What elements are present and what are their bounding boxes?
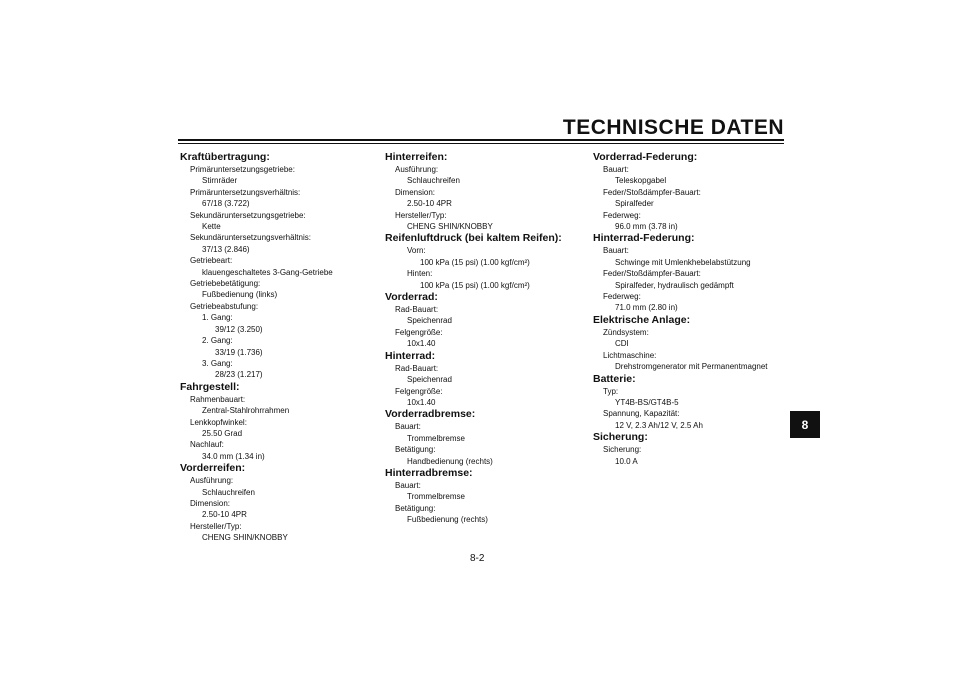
section-hinterrad [385, 350, 585, 409]
spec-value: Trommelbremse [407, 492, 465, 502]
section-kraftuebertragung [180, 151, 380, 381]
spec-value: Teleskopgabel [615, 176, 667, 186]
spec-label: Rad-Bauart: [395, 363, 439, 373]
section-title: Elektrische Anlage: [593, 313, 691, 326]
section-fahrgestell [180, 381, 380, 462]
section-title: Reifenluftdruck (bei kaltem Reifen): [385, 232, 562, 245]
section-hinterradbremse [385, 467, 585, 526]
spec-value: 100 kPa (15 psi) (1.00 kgf/cm²) [420, 257, 530, 267]
spec-value: 100 kPa (15 psi) (1.00 kgf/cm²) [420, 280, 530, 290]
spec-value: Trommelbremse [407, 433, 465, 443]
spec-sublabel: 2. Gang: [202, 336, 233, 346]
spec-label: Federweg: [603, 292, 641, 302]
spec-value: Stirnräder [202, 176, 238, 186]
spec-value: 2.50-10 4PR [407, 199, 452, 209]
spec-label: Getriebeart: [190, 256, 233, 266]
spec-value: Fußbedienung (links) [202, 290, 278, 300]
spec-label: Hersteller/Typ: [190, 521, 242, 531]
spec-label: Getriebebetätigung: [190, 279, 261, 289]
spec-label: Rahmenbauart: [190, 394, 246, 404]
spec-value: 12 V, 2.3 Ah/12 V, 2.5 Ah [615, 420, 703, 430]
spec-label: Federweg: [603, 210, 641, 220]
spec-subvalue: 28/23 (1.217) [215, 370, 263, 380]
spec-value: 96.0 mm (3.78 in) [615, 222, 678, 232]
spec-sublabel: 3. Gang: [202, 358, 233, 368]
section-title: Hinterrad-Federung: [593, 232, 695, 245]
spec-label: Bauart: [603, 246, 629, 256]
column-3 [593, 151, 788, 467]
spec-value: 2.50-10 4PR [202, 510, 247, 520]
spec-label: Primäruntersetzungsverhältnis: [190, 187, 301, 197]
section-title: Vorderrad: [385, 291, 438, 304]
section-title: Hinterrad: [385, 349, 436, 362]
spec-label: Hinten: [407, 269, 433, 279]
spec-value: 10x1.40 [407, 339, 436, 349]
spec-subvalue: 33/19 (1.736) [215, 347, 263, 357]
spec-label: Felgengröße: [395, 386, 443, 396]
section-elektrische-anlage [593, 314, 788, 373]
header-rule-thick [178, 139, 784, 141]
spec-value: 34.0 mm (1.34 in) [202, 451, 265, 461]
section-reifenluftdruck [385, 232, 585, 291]
section-title: Vorderrad-Federung: [593, 151, 698, 163]
section-title: Hinterradbremse: [385, 466, 473, 479]
section-title: Hinterreifen: [385, 151, 448, 163]
spec-label: Vorn: [407, 246, 426, 256]
section-title: Vorderradbremse: [385, 408, 476, 421]
spec-value: 71.0 mm (2.80 in) [615, 303, 678, 313]
spec-value: CDI [615, 339, 629, 349]
section-title: Batterie: [593, 372, 636, 385]
spec-label: Bauart: [395, 422, 421, 432]
spec-label: Sekundäruntersetzungsgetriebe: [190, 210, 306, 220]
spec-value: 37/13 (2.846) [202, 244, 250, 254]
spec-sublabel: 1. Gang: [202, 313, 233, 323]
spec-label: Bauart: [603, 165, 629, 174]
spec-label: Nachlauf: [190, 440, 224, 450]
spec-label: Zündsystem: [603, 327, 649, 337]
column-2 [385, 151, 585, 526]
spec-label: Felgengröße: [395, 327, 443, 337]
spec-value: Speichenrad [407, 316, 452, 326]
spec-value: 25.50 Grad [202, 428, 243, 438]
spec-label: Feder/Stoßdämpfer-Bauart: [603, 269, 701, 279]
section-vorderrad [385, 291, 585, 350]
section-hinterreifen [385, 151, 585, 232]
spec-value: 10x1.40 [407, 397, 436, 407]
section-vorderreifen [180, 462, 380, 543]
section-hinterrad-federung [593, 232, 788, 313]
spec-value: Handbedienung (rechts) [407, 456, 493, 466]
page-title: TECHNISCHE DATEN [562, 116, 784, 139]
section-batterie [593, 373, 788, 432]
section-vorderrad-federung [593, 151, 788, 232]
section-title: Fahrgestell: [180, 380, 240, 393]
spec-subvalue: 39/12 (3.250) [215, 324, 263, 334]
spec-label: Dimension: [395, 187, 436, 197]
spec-label: Rad-Bauart: [395, 305, 439, 315]
spec-value: CHENG SHIN/KNOBBY [407, 222, 493, 232]
spec-label: Sicherung: [603, 445, 642, 455]
spec-label: Feder/Stoßdämpfer-Bauart: [603, 187, 701, 197]
spec-label: Lichtmaschine: [603, 350, 657, 360]
spec-label: Bauart: [395, 480, 421, 490]
spec-value: Zentral-Stahlrohrrahmen [202, 406, 290, 416]
chapter-tab: 8 [790, 411, 820, 438]
spec-label: Sekundäruntersetzungsverhältnis: [190, 233, 311, 243]
spec-label: Ausführung: [395, 165, 439, 174]
section-title: Kraftübertragung: [180, 151, 270, 163]
spec-value: CHENG SHIN/KNOBBY [202, 533, 288, 543]
column-1 [180, 151, 380, 544]
spec-value: Schlauchreifen [202, 487, 255, 497]
spec-value: 10.0 A [615, 456, 638, 466]
spec-value: Schlauchreifen [407, 176, 460, 186]
page-number: 8-2 [470, 553, 485, 564]
spec-value: Drehstromgenerator mit Permanentmagnet [615, 362, 768, 372]
spec-value: 67/18 (3.722) [202, 199, 250, 209]
section-title: Vorderreifen: [180, 462, 246, 475]
spec-value: Spiralfeder, hydraulisch gedämpft [615, 280, 734, 290]
header-rule-thin [178, 143, 784, 144]
spec-value: Schwinge mit Umlenkhebelabstützung [615, 257, 751, 267]
spec-value: YT4B-BS/GT4B-5 [615, 397, 679, 407]
spec-value: klauengeschaltetes 3-Gang-Getriebe [202, 267, 333, 277]
section-sicherung [593, 431, 788, 467]
section-title: Sicherung: [593, 431, 648, 444]
spec-label: Primäruntersetzungsgetriebe: [190, 165, 295, 174]
spec-label: Getriebeabstufung: [190, 301, 259, 311]
spec-label: Betätigung: [395, 503, 436, 513]
spec-value: Fußbedienung (rechts) [407, 515, 488, 525]
spec-value: Kette [202, 222, 221, 232]
spec-label: Spannung, Kapazität: [603, 409, 680, 419]
spec-label: Ausführung: [190, 476, 234, 486]
spec-label: Hersteller/Typ: [395, 210, 447, 220]
section-vorderradbremse [385, 408, 585, 467]
spec-label: Betätigung: [395, 445, 436, 455]
spec-label: Lenkkopfwinkel: [190, 417, 247, 427]
spec-label: Dimension: [190, 498, 231, 508]
spec-value: Spiralfeder [615, 199, 654, 209]
spec-label: Typ: [603, 386, 619, 396]
spec-value: Speichenrad [407, 375, 452, 385]
